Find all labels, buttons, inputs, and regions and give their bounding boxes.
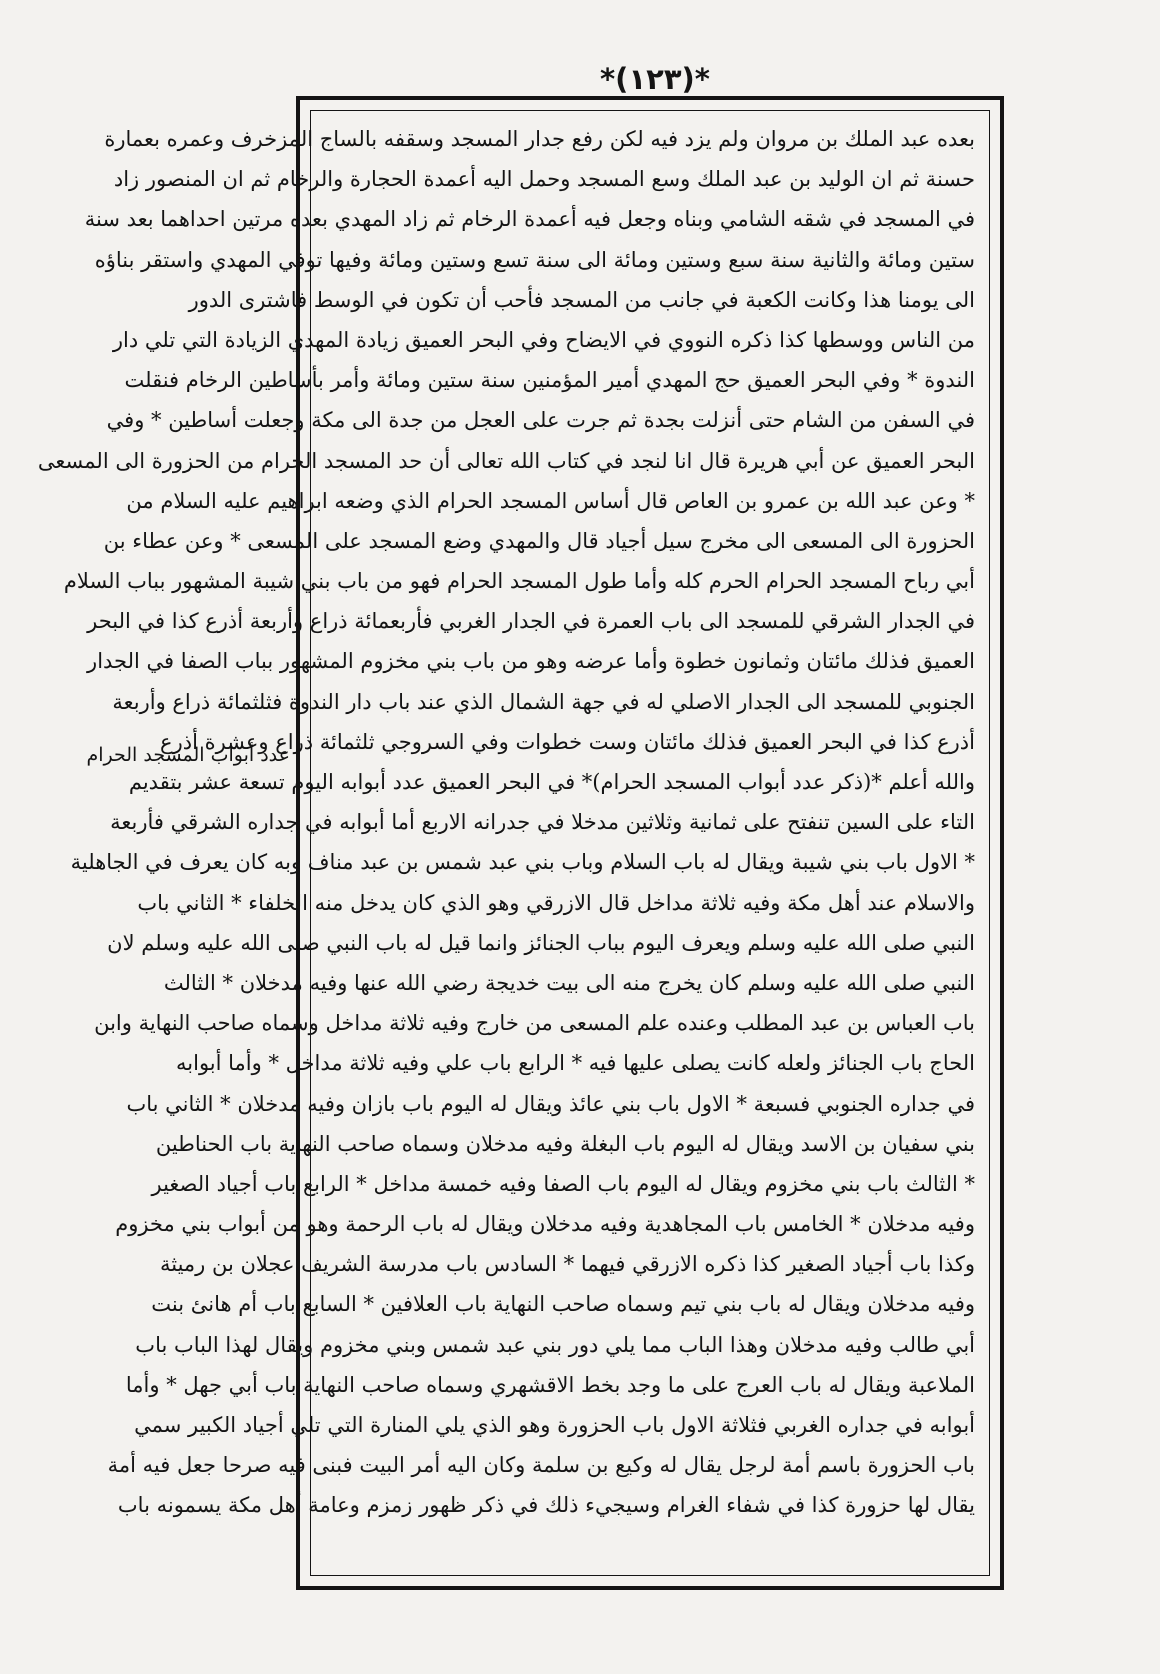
text-line: * الثالث باب بني مخزوم ويقال له اليوم باب الصفا وفيه خمسة مداخل * الرابع باب أجياد الصغير bbox=[151, 1171, 975, 1196]
text-line: العميق فذلك مائتان وثمانون خطوة وأما عرضه وهو من باب بني مخزوم المشهور بباب الصفا في الجدار bbox=[87, 649, 975, 674]
text-line: البحر العميق عن أبي هريرة قال انا لنجد في كتاب الله تعالى أن حد المسجد الحرام من الحزورة الى المسعى bbox=[37, 448, 975, 473]
page-frame bbox=[37, 96, 1004, 1590]
text-line: أبي رباح المسجد الحرام الحرم كله وأما طول المسجد الحرام فهو من باب بني شيبة المشهور بباب السلام bbox=[63, 569, 975, 594]
text-line: وفيه مدخلان ويقال له باب بني تيم وسماه صاحب النهاية باب العلافين * السابع باب أم هانئ بنت bbox=[151, 1292, 975, 1317]
text-line: أذرع كذا في البحر العميق فذلك مائتان وست خطوات وفي السروجي ثلثمائة ذراع وعشرة أذرع bbox=[160, 729, 975, 754]
text-line: في السفن من الشام حتى أنزلت بجدة ثم جرت على العجل من جدة الى مكة وجعلت أساطين * وفي bbox=[106, 408, 975, 433]
text-line: باب الحزورة باسم أمة لرجل يقال له وكيع بن سلمة وكان اليه أمر البيت فبنى فيه صرحا جعل فيه أمة bbox=[107, 1453, 975, 1478]
text-line: النبي صلى الله عليه وسلم كان يخرج منه الى بيت خديجة رضي الله عنها وفيه مدخلان * الثالث bbox=[163, 970, 975, 995]
text-line: التاء على السين تنفتح على ثمانية وثلاثين مدخلا في جدرانه الاربع أما أبوابه في جداره الشرقي فأربعة bbox=[110, 810, 975, 835]
text-line: ستين ومائة والثانية سنة سبع وستين ومائة الى سنة تسع وستين ومائة وفيها توفي المهدي واستقر بناؤه bbox=[94, 247, 975, 272]
text-line: * الاول باب بني شيبة ويقال له باب السلام وباب بني عبد شمس بن عبد مناف وبه كان يعرف في الجاهلية bbox=[70, 850, 975, 875]
body-text bbox=[37, 119, 975, 1526]
text-line: في المسجد في شقه الشامي وبناه وجعل فيه أعمدة الرخام ثم زاد المهدي بعده مرتين احداهما بعد سنة bbox=[84, 207, 975, 232]
text-line: الجنوبي للمسجد الى الجدار الاصلي له في جهة الشمال الذي عند باب دار الندوة فثلثمائة ذراع وأربعة bbox=[112, 689, 975, 714]
text-line: أبوابه في جداره الغربي فثلاثة الاول باب الحزورة وهو الذي يلي المنارة التي تلي أجياد الكبير سمي bbox=[134, 1413, 975, 1437]
text-line: والله أعلم *(ذكر عدد أبواب المسجد الحرام)* في البحر العميق عدد أبوابه اليوم تسعة عشر بتقديم bbox=[128, 770, 975, 794]
text-line: الندوة * وفي البحر العميق حج المهدي أمير المؤمنين سنة ستين ومائة وأمر بأساطين الرخام فنقلت bbox=[124, 368, 975, 393]
text-line: وكذا باب أجياد الصغير كذا ذكره الازرقي فيهما * السادس باب مدرسة الشريف عجلان بن رميثة bbox=[159, 1252, 975, 1277]
page-number: *(١٢٣)* bbox=[600, 62, 710, 96]
text-line: حسنة ثم ان الوليد بن عبد الملك وسع المسجد وحمل اليه أعمدة الحجارة والرخام ثم ان المنصور زاد bbox=[113, 167, 975, 192]
page-frame-inner bbox=[37, 110, 990, 1576]
text-line: الحاج باب الجنائز ولعله كانت يصلى عليها فيه * الرابع باب علي وفيه ثلاثة مداخل * وأما أبوابه bbox=[176, 1051, 975, 1076]
text-line: وفيه مدخلان * الخامس باب المجاهدية وفيه مدخلان ويقال له باب الرحمة وهو من أبواب بني مخزوم bbox=[115, 1212, 975, 1237]
text-line: الحزورة الى المسعى الى مخرج سيل أجياد قال والمهدي وضع المسجد على المسعى * وعن عطاء بن bbox=[103, 528, 975, 553]
text-line: الملاعبة ويقال له باب العرج على ما وجد بخط الاقشهري وسماه صاحب النهاية باب أبي جهل * وأما bbox=[125, 1372, 975, 1397]
text-line: باب العباس بن عبد المطلب وعنده علم المسعى من خارج وفيه ثلاثة مداخل وسماه صاحب النهاية وابن bbox=[94, 1011, 975, 1036]
text-line: من الناس ووسطها كذا ذكره النووي في الايضاح وفي البحر العميق زيادة المهدي الزيادة التي تلي دار bbox=[112, 327, 975, 352]
text-line: الى يومنا هذا وكانت الكعبة في جانب من المسجد فأحب أن تكون في الوسط فاشترى الدور bbox=[188, 287, 975, 312]
text-line: بعده عبد الملك بن مروان ولم يزد فيه لكن رفع جدار المسجد وسقفه بالساج المزخرف وعمره بعمارة bbox=[104, 127, 975, 151]
text-line: أبي طالب وفيه مدخلان وهذا الباب مما يلي دور بني عبد شمس وبني مخزوم ويقال لهذا الباب باب bbox=[135, 1332, 975, 1357]
text-line: يقال لها حزورة كذا في شفاء الغرام وسيجيء ذلك في ذكر ظهور زمزم وعامة أهل مكة يسمونه باب bbox=[117, 1493, 975, 1518]
text-line: النبي صلى الله عليه وسلم ويعرف اليوم بباب الجنائز وانما قيل له باب النبي صلى الله عليه وسلم لان bbox=[107, 930, 975, 955]
text-line: في جداره الجنوبي فسبعة * الاول باب بني عائذ ويقال له اليوم باب بازان وفيه مدخلان * الثاني باب bbox=[126, 1091, 975, 1116]
text-line: في الجدار الشرقي للمسجد الى باب العمرة في الجدار الغربي فأربعمائة ذراع وأربعة أذرع كذا في البحر bbox=[87, 609, 975, 634]
text-line: بني سفيان بن الاسد ويقال له اليوم باب البغلة وفيه مدخلان وسماه صاحب النهاية باب الحناطين bbox=[155, 1131, 975, 1156]
margin-note: عدد أبواب المسجد الحرام bbox=[86, 744, 290, 766]
text-line: * وعن عبد الله بن عمرو بن العاص قال أساس المسجد الحرام الذي وضعه ابراهيم عليه السلام من bbox=[126, 488, 975, 513]
text-line: والاسلام عند أهل مكة وفيه ثلاثة مداخل قال الازرقي وهو الذي كان يدخل منه الخلفاء * الثاني باب bbox=[137, 890, 975, 915]
